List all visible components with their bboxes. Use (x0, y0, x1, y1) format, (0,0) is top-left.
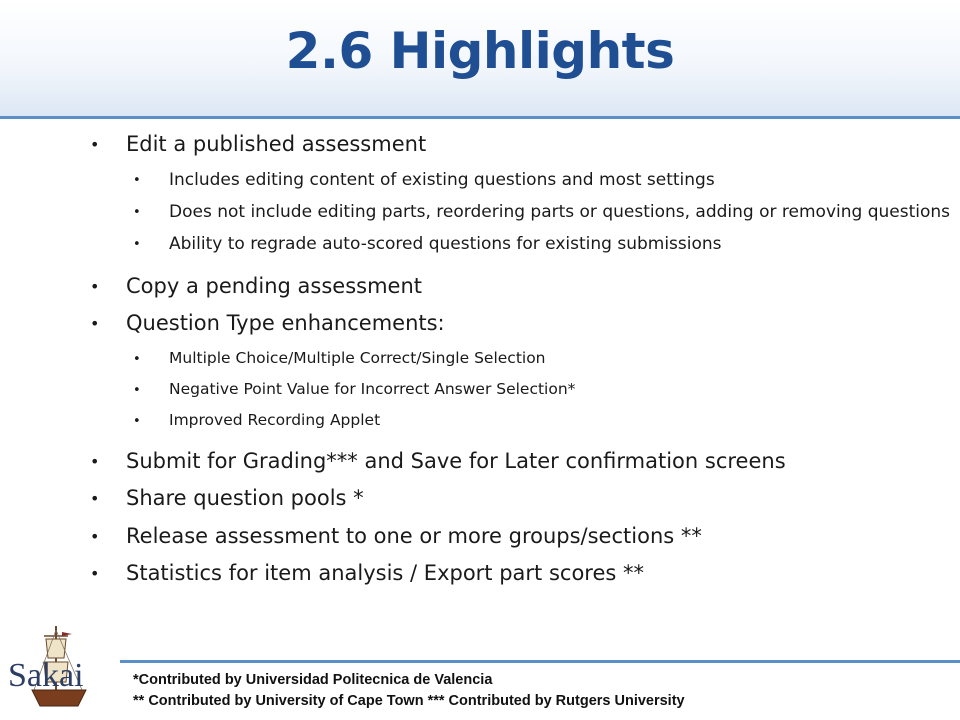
bullet-item (90, 524, 950, 549)
bullet-text: Edit a published assessment (126, 132, 427, 156)
footer-notes (133, 670, 685, 712)
bullet-text: Release assessment to one or more groups/sections ** (126, 523, 702, 548)
sub-bullet-text: Does not include editing parts, reordering parts or questions, adding or removing questions (169, 202, 951, 223)
bullet-text: Share question pools * (126, 486, 364, 511)
sub-bullet-text: Multiple Choice/Multiple Correct/Single Selection (169, 349, 546, 368)
bullet-icon: • (133, 237, 141, 253)
bullet-text: Copy a pending assessment (126, 274, 422, 298)
header-divider (0, 116, 960, 119)
logo-wordmark: Sakai (8, 657, 84, 694)
footer-line-1: *Contributed by Universidad Politecnica de Valencia (133, 672, 493, 688)
bullet-icon: • (133, 414, 141, 430)
sub-bullet-text: Includes editing content of existing questions and most settings (169, 170, 715, 191)
footer-divider (120, 660, 960, 663)
bullet-item (90, 486, 950, 511)
sub-bullet-item (133, 410, 950, 431)
bullet-icon: • (133, 205, 141, 221)
bullet-icon: • (90, 489, 100, 509)
bullet-item (90, 561, 950, 586)
bullet-item (90, 132, 950, 157)
bullet-icon: • (133, 173, 141, 189)
bullet-icon: • (133, 383, 141, 399)
sub-bullet-text: Negative Point Value for Incorrect Answer Selection* (169, 380, 576, 399)
footer-line-2: ** Contributed by University of Cape Town *** Contributed by Rutgers University (133, 693, 685, 709)
sakai-logo (6, 624, 118, 718)
sub-bullet-item (133, 348, 950, 369)
bullet-text: Statistics for item analysis / Export part scores ** (126, 560, 644, 585)
sub-bullet-text: Improved Recording Applet (169, 411, 381, 430)
sub-bullet-item (133, 379, 950, 400)
bullet-list (90, 132, 950, 598)
bullet-icon: • (90, 277, 100, 296)
bullet-icon: • (90, 526, 100, 546)
bullet-icon: • (90, 314, 100, 334)
bullet-icon: • (90, 452, 100, 472)
sub-bullet-text: Ability to regrade auto-scored questions for existing submissions (169, 234, 722, 255)
bullet-text: Question Type enhancements: (126, 311, 445, 336)
bullet-text: Submit for Grading*** and Save for Later confirmation screens (126, 449, 786, 474)
bullet-icon: • (90, 563, 100, 583)
sub-bullet-item (133, 201, 950, 224)
sub-bullet-item (133, 233, 950, 256)
bullet-item (90, 449, 950, 474)
sub-bullet-item (133, 169, 950, 192)
bullet-item (90, 274, 950, 299)
bullet-icon: • (133, 352, 141, 368)
bullet-icon: • (90, 135, 100, 154)
slide-title: 2.6 Highlights (285, 22, 675, 80)
bullet-item (90, 311, 950, 336)
